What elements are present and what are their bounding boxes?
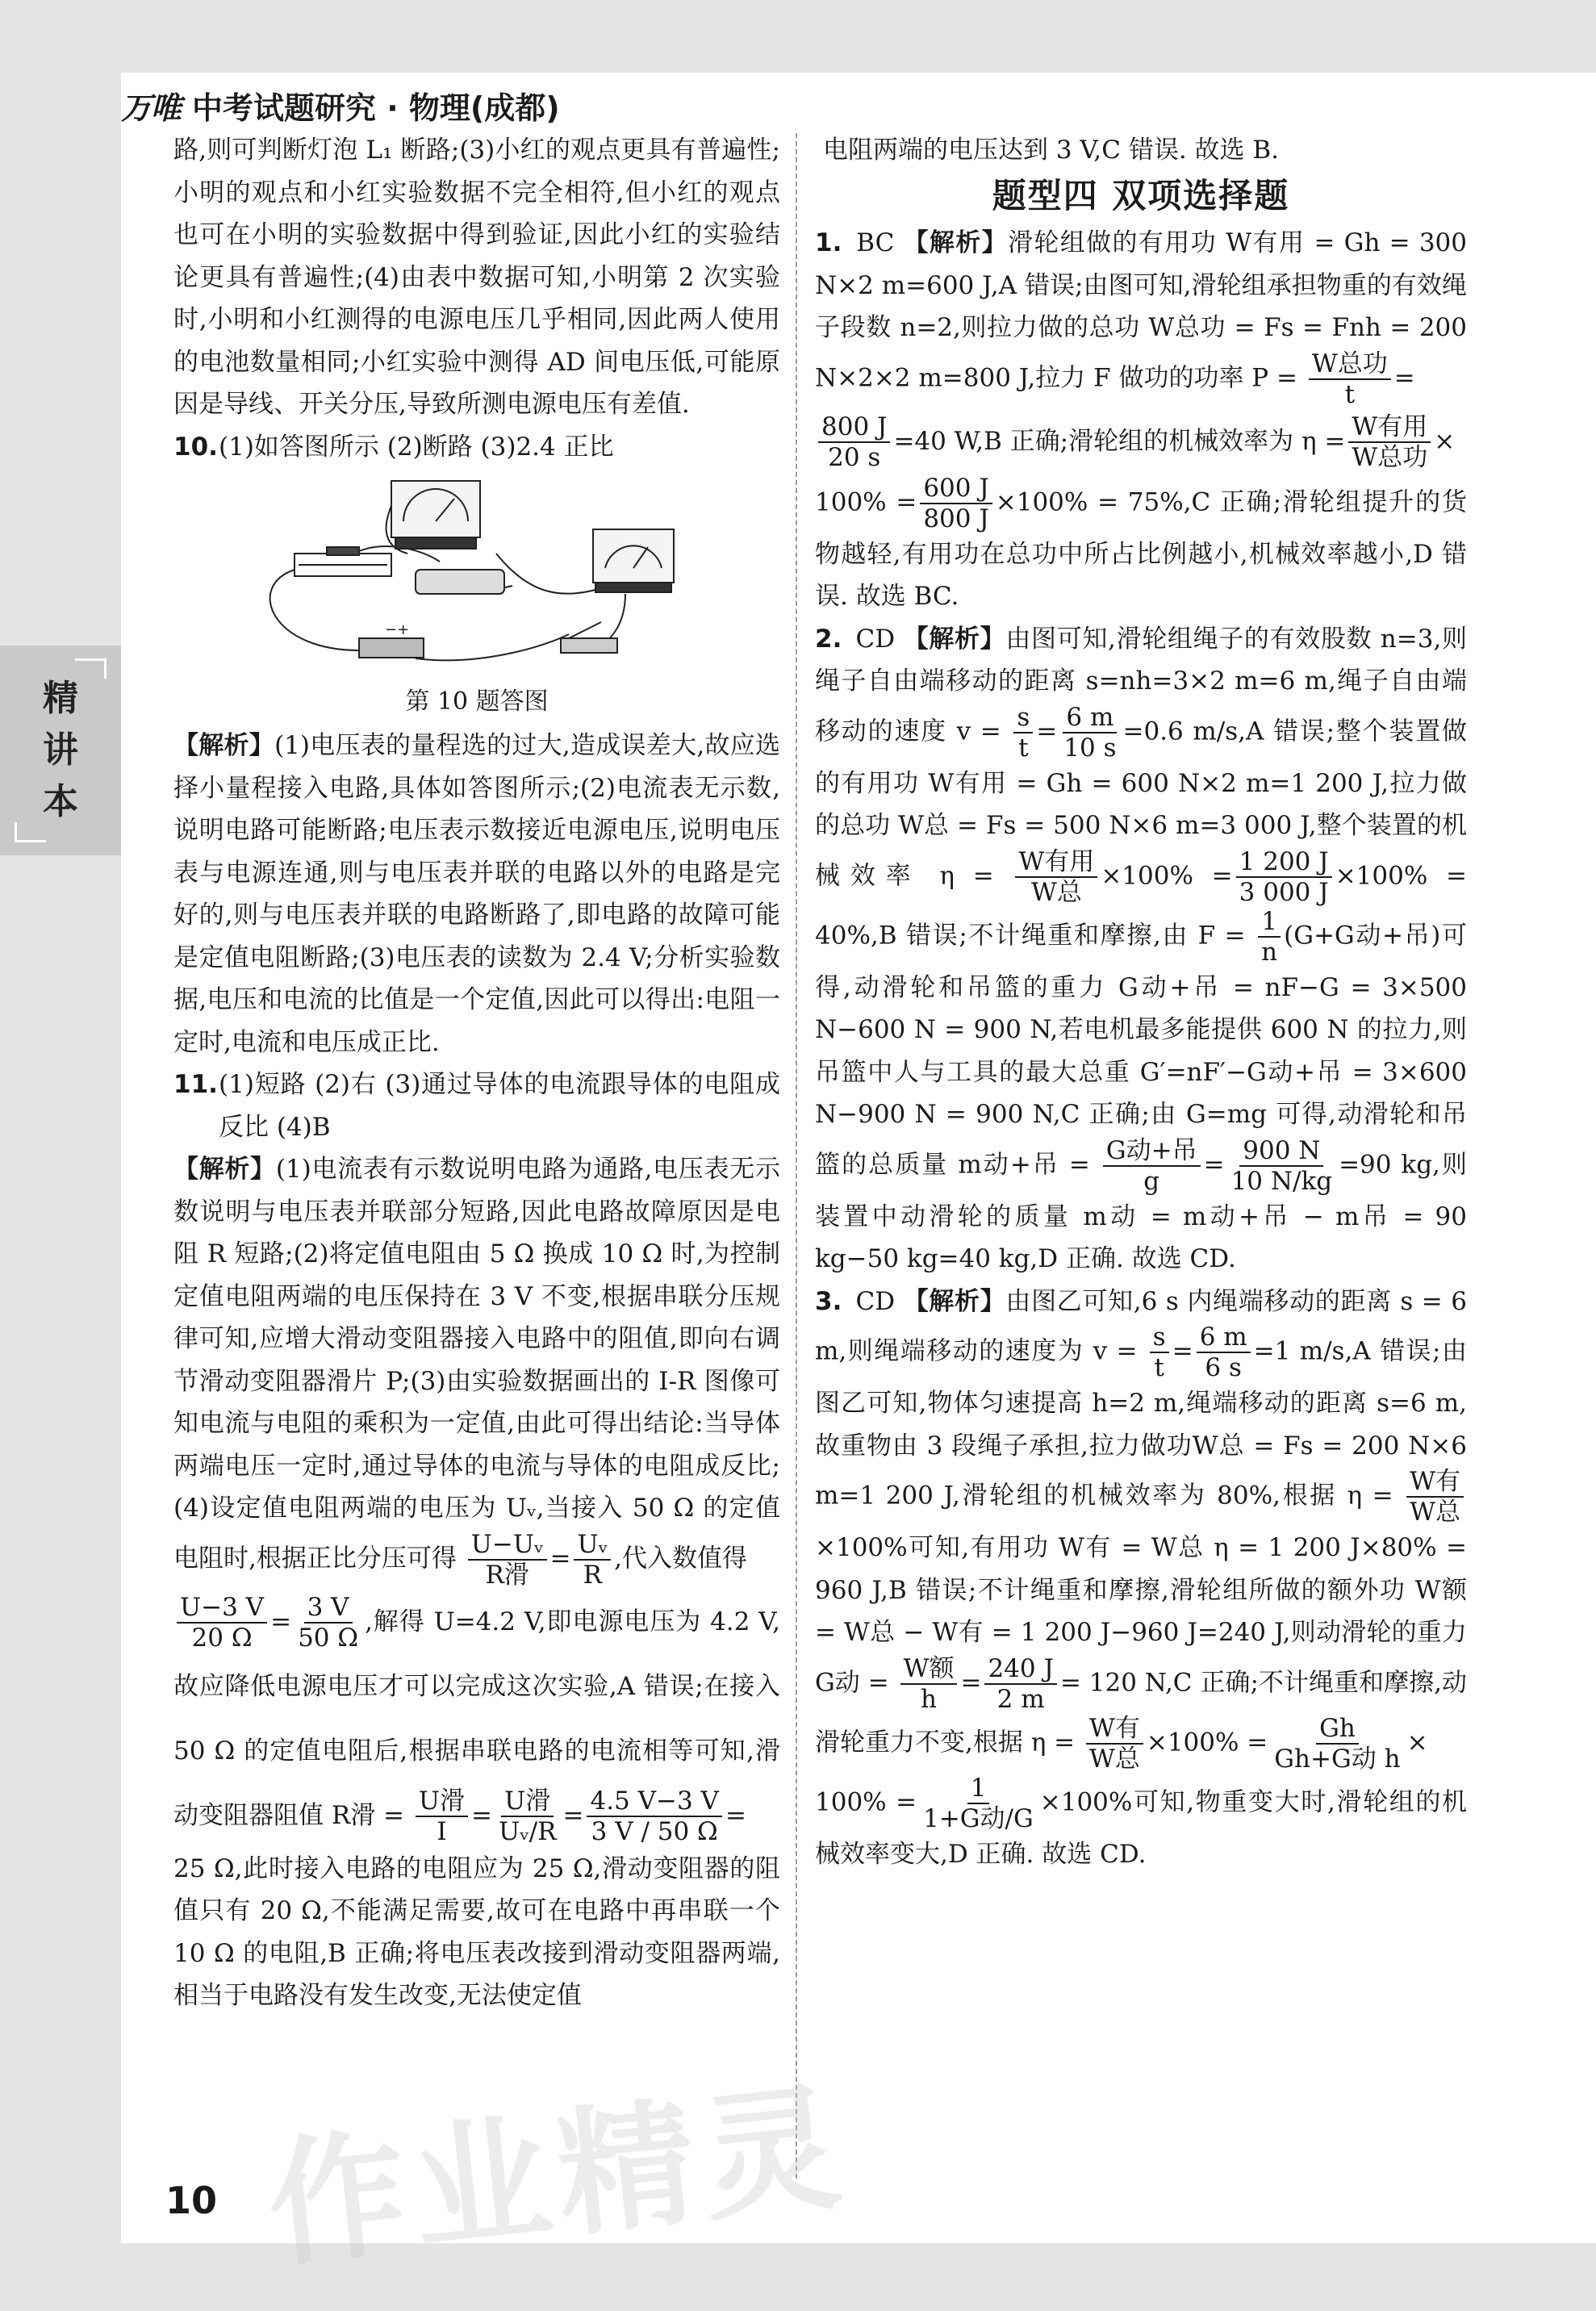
fraction: [587, 1787, 721, 1846]
question-number: 1.: [815, 228, 842, 257]
explanation-text: = 120 N,C 正确;不计绳重和摩擦,动滑轮重力不变,根据 η =: [815, 1668, 1468, 1757]
numerator: 4.5 V−3 V: [587, 1787, 721, 1817]
denominator: W总功: [1352, 443, 1428, 472]
paragraph: 路,则可判断灯泡 L₁ 断路;(3)小红的观点更具有普遍性;小明的观点和小红实验数据不完全相符,但小红的观点也可在小明的实验数据中得到验证,因此小红的实验结论更具有普遍性;(4)由表中数据可知,小明第 2 次实验时,小明和小红测得的电源电压几乎相同,因此两人使用的电池数量相同;小红实验中测得 AD 间电压低,可能原因是导线、开关分压,导致所测电源电压有差值.: [173, 136, 780, 419]
explanation-text: ,代入数值得: [614, 1544, 748, 1573]
fraction: [1086, 1714, 1143, 1774]
denominator: 10 s: [1063, 733, 1117, 763]
fraction: [468, 1530, 547, 1590]
right-column: [815, 129, 1467, 1875]
svg-text:−+: −+: [385, 621, 410, 638]
denominator: 1+G动/G: [923, 1803, 1034, 1833]
numerator: 240 J: [984, 1654, 1056, 1685]
paragraph: 25 Ω,此时接入电路的电阻应为 25 Ω,滑动变阻器的阻值只有 20 Ω,不能满足需要,故可在电路中再串联一个 10 Ω 的电阻,B 正确;将电压表改接到滑动变阻器两端,相当于电路没有发生改变,无法使定值: [173, 1853, 780, 2010]
page-number: 10: [165, 2179, 218, 2222]
explanation-label: 【解析】: [173, 731, 275, 760]
ammeter: [593, 529, 674, 592]
fraction: [495, 1787, 559, 1846]
watermark: 作业精灵: [261, 2067, 856, 2288]
circuit-diagram: [173, 473, 780, 683]
explanation-q11: 【解析】(1)电流表有示数说明电路为通路,电压表无示数说明与电压表并联部分短路,因此电路故障原因是电阻 R 短路;(2)将定值电阻由 5 Ω 换成 10 Ω 时,为控制定值电阻两端的电压保持在 3 V 不变,根据串联分压规律可知,应增大滑动变阻器接入电路中的阻值,即向右调节滑动变阻器滑片 P;(3)由实验数据画出的 I-R 图像可知电流与电阻的乘积为一定值,由此可得出结论:当导体两端电压一定时,通过导体的电流与导体的电阻成反比;(4)设定值电阻两端的电压为 Uᵥ,当接入 50 Ω 的定值电阻时,根据正比分压可得 $\frac{\text{U−Uᵥ}}{\text{R滑}}$ = $\frac{\text{Uᵥ}}{R}$ ,代入数值得: [173, 1155, 781, 1590]
fraction: [1103, 1136, 1201, 1196]
numerator: U滑: [501, 1787, 554, 1817]
numerator: W有: [1086, 1714, 1143, 1745]
explanation-text: ,解得 U=4.2 V,即电源电压为 4.2 V,故应降低电源电压才可以完成这次实验,A 错误;在接入50 Ω 的定值电阻后,根据串联电路的电流相等可知,滑动变阻器阻值 R滑 =: [173, 1607, 780, 1830]
fraction: [1228, 1136, 1336, 1196]
answer-choice: BC: [856, 228, 895, 257]
numerator: U−3 V: [177, 1593, 267, 1624]
explanation-text: 由图乙可知,6 s 内绳端移动的距离 s = 6 m,则绳端移动的速度为 v =: [815, 1286, 1468, 1366]
explanation-text: ×: [1406, 1728, 1428, 1757]
explanation-text: ×100% = 75%,C 正确;滑轮组提升的货物越轻,有用功在总功中所占比例越小,机械效率越小,D 错误. 故选 BC.: [815, 487, 1467, 611]
bracket-decoration: [75, 658, 107, 679]
side-tab-char: 精: [43, 678, 78, 720]
page-header: [121, 81, 560, 129]
denominator: W总: [1410, 1498, 1460, 1527]
rheostat: [295, 547, 391, 576]
explanation-text: 由图可知,滑轮组绳子的有效股数 n=3,则绳子自由端移动的距离 s=nh=3×2 m=6 m,绳子自由端移动的速度 v =: [815, 624, 1468, 746]
explanation-text: ×: [1434, 426, 1456, 456]
fraction: [574, 1530, 611, 1590]
numerator: W额: [900, 1654, 958, 1685]
paragraph: [815, 1774, 1467, 1876]
denominator: R滑: [485, 1560, 529, 1590]
fraction: [416, 1787, 468, 1846]
question-number: 3.: [815, 1286, 842, 1316]
numerator: W有: [1406, 1467, 1464, 1498]
explanation-text: ×100%可知,物重变大时,滑轮组的机械效率变大,D 正确. 故选 CD.: [815, 1787, 1467, 1869]
explanation-label: 【解析】: [903, 1286, 1006, 1316]
numerator: 6 m: [1063, 703, 1117, 733]
answer-text: (1)短路 (2)右 (3)通过导体的电流跟导体的电阻成反比 (4)B: [219, 1070, 780, 1142]
numerator: 900 N: [1239, 1136, 1323, 1167]
brand-logo: 万唯: [121, 90, 182, 126]
denominator: n: [1261, 937, 1278, 967]
denominator: 800 J: [923, 504, 989, 533]
fraction: [920, 1774, 1037, 1833]
fraction: [1258, 907, 1281, 967]
denominator: Uᵥ/R: [499, 1817, 557, 1846]
numerator: U−Uᵥ: [468, 1530, 547, 1561]
paragraph: [815, 474, 1467, 618]
switch: [561, 622, 617, 653]
fraction: [900, 1654, 958, 1714]
denominator: t: [1018, 733, 1029, 763]
answer-q2: 2. CD 【解析】由图可知,滑轮组绳子的有效股数 n=3,则绳子自由端移动的距离 s=nh=3×2 m=6 m,绳子自由端移动的速度 v = $\frac{s}{t}$ = $\frac{6 m}{10 s}$ =0.6 m/s,A 错误;整个装置做的有用功 W有用 = Gh = 600 N×2 m=1 200 J,拉力做的总功 W总 = Fs = 500 N×6 m=3 000 J,整个装置的机械效率 η = $\frac{\text{W有用}}{\text{W总}}$ ×100% = $\frac{1 200 J}{3 000 J}$ ×100% = 40%,B 错误;不计绳重和摩擦,由 F = $\frac{1}{n}$ (G+G动+吊)可得,动滑轮和吊篮的重力 G动+吊 = nF−G = 3×500 N−600 N = 900 N,若电机最多能提供 600 N 的拉力,则吊篮中人与工具的最大总重 G′=nF′−G动+吊 = 3×600 N−900 N = 900 N,C 正确;由 G=mg 可得,动滑轮和吊篮的总质量 m动+吊 = $\frac{\text{G动+吊}}{g}$ = $\frac{900 N}{10 N/kg}$ =90 kg,则装置中动滑轮的质量 m动 = m动+吊 − m吊 = 90 kg−50 kg=40 kg,D 正确. 故选 CD.: [815, 618, 1467, 1281]
denominator: 20 s: [828, 443, 881, 472]
fraction: [1197, 1323, 1251, 1382]
wire: [270, 570, 359, 650]
question-number: 11.: [173, 1070, 218, 1099]
answer-text: (1)如答图所示 (2)断路 (3)2.4 正比: [219, 432, 614, 462]
fraction: [295, 1593, 361, 1653]
denominator: Gh+G动 h: [1274, 1744, 1401, 1774]
section-title: 题型四 双项选择题: [992, 175, 1290, 215]
explanation-text: =0.6 m/s,A 错误;整个装置做的有用功 W有用 = Gh = 600 N×2 m=1 200 J,拉力做的总功 W总 = Fs = 500 N×6 m=3 000 J,整个装置的机械效率 η =: [815, 717, 1468, 890]
explanation-text: (1)电压表的量程选的过大,造成误差大,故应选择小量程接入电路,具体如答图所示;(2)电流表无示数,说明电路可能断路;电压表示数接近电源电压,说明电压表与电源连通,则与电压表并联的电路以外的电路是完好的,则与电压表并联的电路断路了,即电路的故障可能是定值电阻断路;(3)电压表的读数为 2.4 V;分析实验数据,电压和电流的比值是一个定值,因此可以得出:电阻一定时,电流和电压成正比.: [173, 731, 780, 1057]
denominator: 20 Ω: [191, 1624, 253, 1653]
numerator: U滑: [416, 1787, 468, 1817]
fraction: [984, 1654, 1056, 1714]
denominator: 50 Ω: [298, 1624, 359, 1653]
bracket-decoration: [15, 822, 46, 842]
fraction: [1013, 703, 1033, 763]
denominator: g: [1143, 1166, 1160, 1196]
paragraph: 电阻两端的电压达到 3 V,C 错误. 故选 B.: [823, 136, 1280, 165]
fraction: [177, 1593, 267, 1653]
fraction: [920, 474, 992, 533]
column-divider: [796, 133, 797, 2179]
fraction: [1015, 847, 1097, 907]
book-title: 中考试题研究 · 物理(成都): [192, 90, 560, 126]
denominator: 3 V / 50 Ω: [591, 1817, 718, 1846]
denominator: W总: [1030, 877, 1082, 907]
denominator: I: [437, 1817, 447, 1846]
side-tab: [0, 646, 121, 855]
denominator: t: [1344, 379, 1356, 409]
answer-choice: CD: [855, 624, 896, 654]
denominator: 10 N/kg: [1230, 1166, 1333, 1196]
explanation-text: =1 m/s,A 错误;由图乙可知,物体匀速提高 h=2 m,绳端移动的距离 s=6 m,故重物由 3 段绳子承担,拉力做功W总 = Fs = 200 N×6 m=1 200 J,滑轮组的机械效率为 80%,根据 η =: [815, 1336, 1467, 1511]
circuit-figure: [173, 473, 780, 683]
explanation-label: 【解析】: [173, 1155, 276, 1184]
denominator: W总: [1088, 1744, 1140, 1774]
numerator: W总功: [1309, 349, 1391, 380]
numerator: G动+吊: [1103, 1136, 1201, 1167]
denominator: R: [583, 1560, 602, 1590]
answer-q3: 3. CD 【解析】由图乙可知,6 s 内绳端移动的距离 s = 6 m,则绳端移动的速度为 v = $\frac{s}{t}$ = $\frac{6 m}{6 s}$ =1 m/s,A 错误;由图乙可知,物体匀速提高 h=2 m,绳端移动的距离 s=6 m,故重物由 3 段绳子承担,拉力做功W总 = Fs = 200 N×6 m=1 200 J,滑轮组的机械效率为 80%,根据 η = $\frac{\text{W有}}{\text{W总}}$ ×100%可知,有用功 W有 = W总 η = 1 200 J×80% = 960 J,B 错误;不计绳重和摩擦,滑轮组所做的额外功 W额 = W总 − W有 = 1 200 J−960 J=240 J,则动滑轮的重力 G动 = $\frac{\text{W额}}{h}$ = $\frac{240 J}{2 m}$ = 120 N,C 正确;不计绳重和摩擦,动滑轮重力不变,根据 η = $\frac{\text{W有}}{\text{W总}}$ ×100% = $\frac{Gh}{\text{Gh+G动 h}}$ ×: [815, 1281, 1467, 1774]
answer-q10: [173, 426, 780, 469]
side-tab-char: 讲: [43, 729, 78, 771]
denominator: 3 000 J: [1239, 877, 1329, 907]
answer-choice: CD: [855, 1286, 896, 1316]
explanation-text: =40 W,B 正确;滑轮组的机械效率为 η =: [893, 426, 1346, 456]
fraction: [1406, 1467, 1464, 1527]
numerator: 600 J: [920, 474, 992, 504]
battery: [359, 621, 424, 658]
fraction: [1348, 412, 1431, 472]
numerator: s: [1013, 703, 1033, 733]
side-tab-char: 本: [43, 780, 78, 822]
answer-q1: 1. BC 【解析】滑轮组做的有用功 W有用 = Gh = 300 N×2 m=600 J,A 错误;由图可知,滑轮组承担物重的有效绳子段数 n=2,则拉力做的总功 W总功 = Fs = Fnh = 200 N×2×2 m=800 J,拉力 F 做功的功率 P = $\frac{\text{W总功}}{t}$ =: [815, 222, 1467, 409]
fixed-resistor: [416, 570, 504, 594]
numerator: s: [1150, 1323, 1169, 1353]
explanation-text: ×100%可知,有用功 W有 = W总 η = 1 200 J×80% = 960 J,B 错误;不计绳重和摩擦,滑轮组所做的额外功 W额 = W总 − W有 = 1 200 J−960 J=240 J,则动滑轮的重力 G动 =: [815, 1533, 1467, 1697]
numerator: 800 J: [818, 412, 890, 443]
explanation-text: =90 kg,则装置中动滑轮的质量 m动 = m动+吊 − m吊 = 90 kg−50 kg=40 kg,D 正确. 故选 CD.: [815, 1150, 1467, 1273]
numerator: Gh: [1316, 1714, 1359, 1745]
numerator: 3 V: [304, 1593, 353, 1624]
voltmeter: [391, 481, 480, 549]
explanation-text: 滑轮组做的有用功 W有用 = Gh = 300 N×2 m=600 J,A 错误;由图可知,滑轮组承担物重的有效绳子段数 n=2,则拉力做的总功 W总功 = Fs = Fnh = 200 N×2×2 m=800 J,拉力 F 做功的功率 P =: [815, 228, 1468, 392]
fraction: [818, 412, 890, 472]
explanation-q10: [173, 725, 780, 1064]
denominator: 2 m: [996, 1684, 1045, 1714]
denominator: h: [921, 1684, 937, 1714]
explanation-text: (G+G动+吊)可得,动滑轮和吊篮的重力 G动+吊 = nF−G = 3×500 N−600 N = 900 N,若电机最多能提供 600 N 的拉力,则吊篮中人与工具的最大总重 G′=nF′−G动+吊 = 3×600 N−900 N = 900 N,C 正确;由 G=mg 可得,动滑轮和吊篮的总质量 m动+吊 =: [815, 921, 1467, 1179]
numerator: W有用: [1015, 847, 1097, 878]
fraction: [1060, 703, 1119, 763]
explanation-text: (1)电流表有示数说明电路为通路,电压表无示数说明与电压表并联部分短路,因此电路故障原因是电阻 R 短路;(2)将定值电阻由 5 Ω 换成 10 Ω 时,为控制定值电阻两端的电压保持在 3 V 不变,根据串联分压规律可知,应增大滑动变阻器接入电路中的阻值,即向右调节滑动变阻器滑片 P;(3)由实验数据画出的 I-R 图像可知电流与电阻的乘积为一定值,由此可得出结论:当导体两端电压一定时,通过导体的电流与导体的电阻成反比;(4)设定值电阻两端的电压为 Uᵥ,当接入 50 Ω 的定值电阻时,根据正比分压可得: [173, 1155, 781, 1573]
explanation-text: ×100% = 40%,B 错误;不计绳重和摩擦,由 F =: [815, 861, 1468, 950]
question-number: 10.: [173, 432, 218, 462]
numerator: 1: [1258, 907, 1281, 938]
fraction: [1271, 1714, 1403, 1774]
fraction: [1309, 349, 1391, 409]
fraction: [1150, 1323, 1169, 1382]
figure-caption: 第 10 题答图: [405, 687, 549, 716]
numerator: 1: [967, 1774, 990, 1804]
numerator: Uᵥ: [574, 1530, 611, 1561]
fraction: [1236, 847, 1332, 907]
numerator: W有用: [1348, 412, 1431, 443]
denominator: 6 s: [1205, 1353, 1242, 1382]
equation-line: $\frac{U-3 V}{20 \Omega}$ = $\frac{3 V}{50 \Omega}$ ,解得 U=4.2 V,即电源电压为 4.2 V,故应降低电源电压才可以完成这次实验,A 错误;在接入50 Ω 的定值电阻后,根据串联电路的电流相等可知,滑动变阻器阻值 R滑 = $\frac{\text{U滑}}{I}$ = $\frac{\text{U滑}}{\text{Uᵥ/R}}$ = $\frac{4.5 V-3 V}{3 V / 50 \Omega}$ =: [173, 1593, 780, 1846]
numerator: 1 200 J: [1236, 847, 1332, 878]
explanation-label: 【解析】: [903, 624, 1006, 654]
question-number: 2.: [815, 624, 842, 654]
explanation-text: 100% =: [815, 1787, 917, 1816]
equation-line: [815, 409, 1467, 474]
denominator: t: [1154, 1353, 1164, 1382]
left-column: [173, 129, 780, 2017]
explanation-text: 100% =: [815, 487, 917, 516]
answer-q11: [173, 1064, 780, 1148]
explanation-label: 【解析】: [903, 228, 1009, 257]
numerator: 6 m: [1197, 1323, 1251, 1353]
